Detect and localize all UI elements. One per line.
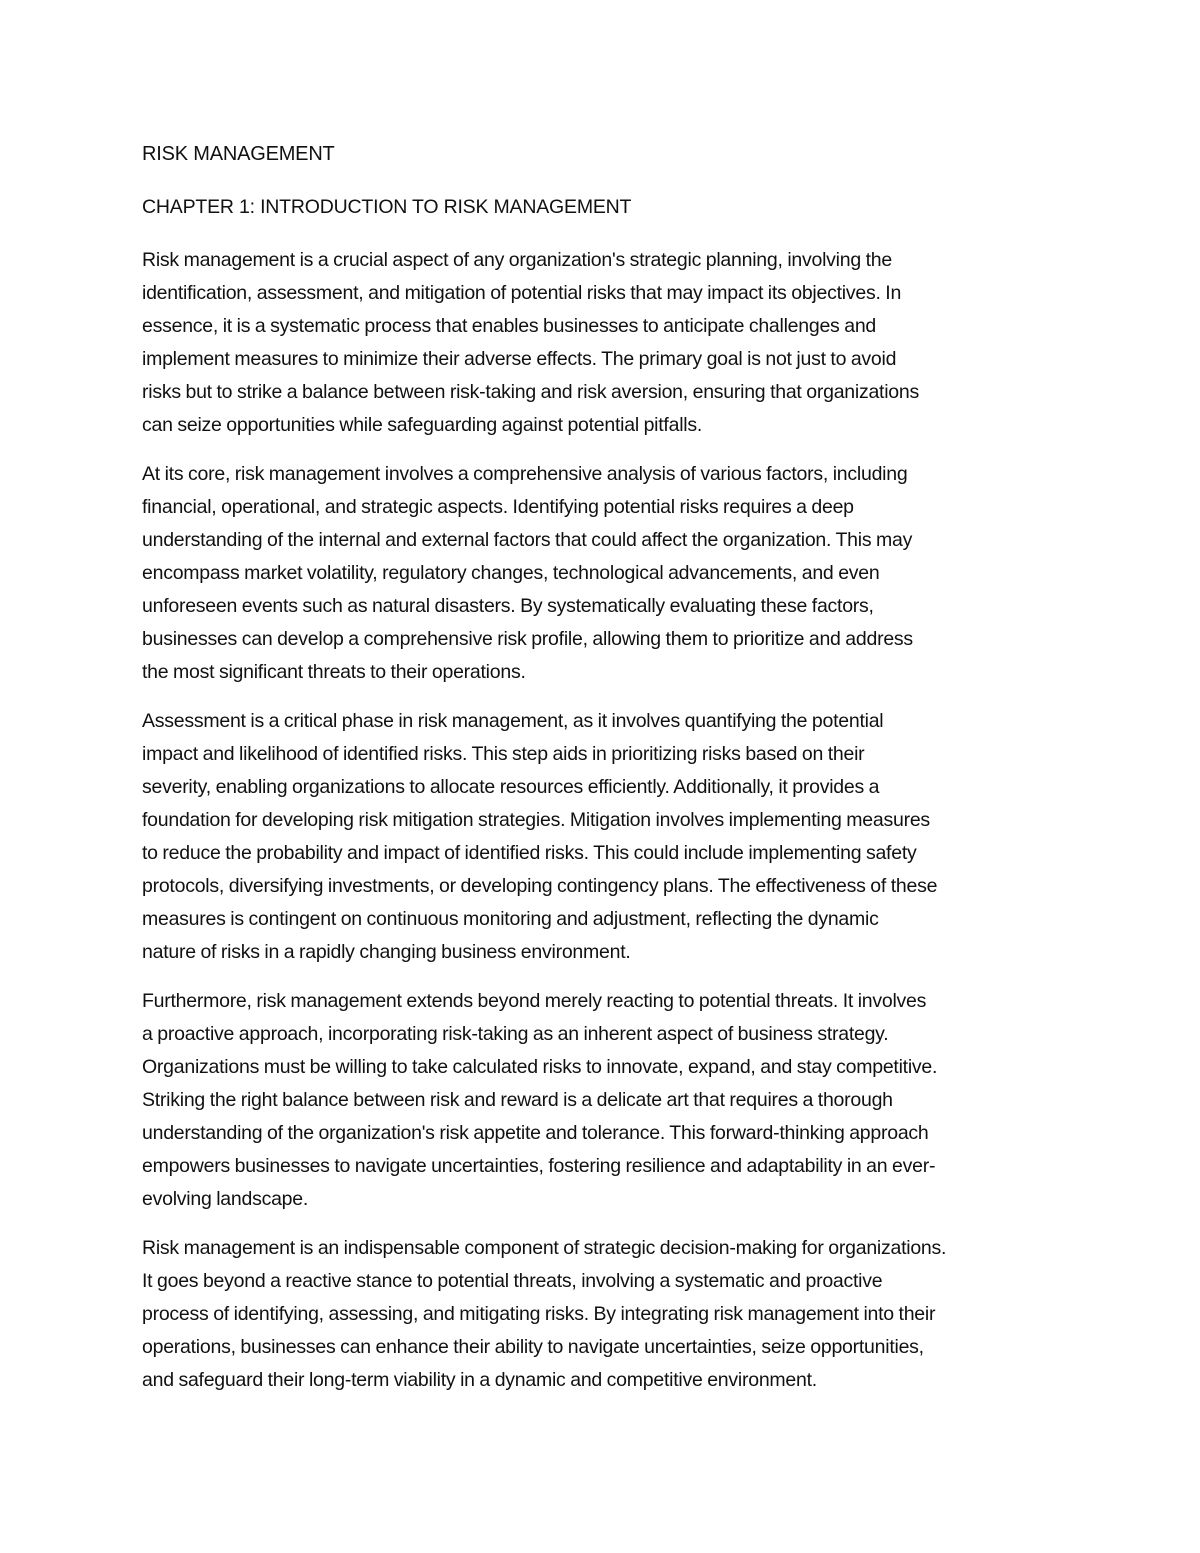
paragraph-line: essence, it is a systematic process that enables businesses to anticipate challenges and bbox=[142, 315, 877, 337]
paragraph-line: and safeguard their long-term viability in a dynamic and competitive environment. bbox=[142, 1369, 817, 1391]
paragraph-5 bbox=[142, 1232, 1062, 1397]
paragraph-line: can seize opportunities while safeguarding against potential pitfalls. bbox=[142, 414, 703, 436]
paragraph-line: nature of risks in a rapidly changing business environment. bbox=[142, 941, 631, 963]
paragraph-line: It goes beyond a reactive stance to potential threats, involving a systematic and proactive bbox=[142, 1270, 883, 1292]
paragraph-line: a proactive approach, incorporating risk-taking as an inherent aspect of business strategy. bbox=[142, 1023, 889, 1045]
paragraph-line: impact and likelihood of identified risks. This step aids in prioritizing risks based on their bbox=[142, 743, 865, 765]
chapter-heading: CHAPTER 1: INTRODUCTION TO RISK MANAGEMENT bbox=[142, 196, 632, 218]
paragraph-3 bbox=[142, 705, 1062, 969]
paragraph-line: financial, operational, and strategic aspects. Identifying potential risks requires a deep bbox=[142, 496, 854, 518]
paragraph-line: identification, assessment, and mitigation of potential risks that may impact its objectives. In bbox=[142, 282, 902, 304]
paragraph-line: foundation for developing risk mitigation strategies. Mitigation involves implementing measures bbox=[142, 809, 930, 831]
paragraph-line: measures is contingent on continuous monitoring and adjustment, reflecting the dynamic bbox=[142, 908, 879, 930]
paragraph-line: operations, businesses can enhance their ability to navigate uncertainties, seize opportunities, bbox=[142, 1336, 924, 1358]
paragraph-line: Risk management is a crucial aspect of any organization's strategic planning, involving the bbox=[142, 249, 892, 271]
paragraph-1 bbox=[142, 244, 1062, 442]
paragraph-line: understanding of the internal and external factors that could affect the organization. This may bbox=[142, 529, 913, 551]
paragraph-line: to reduce the probability and impact of identified risks. This could include implementing safety bbox=[142, 842, 917, 864]
paragraph-line: Striking the right balance between risk and reward is a delicate art that requires a thorough bbox=[142, 1089, 893, 1111]
document-title: RISK MANAGEMENT bbox=[142, 143, 335, 165]
paragraph-line: encompass market volatility, regulatory changes, technological advancements, and even bbox=[142, 562, 880, 584]
paragraph-line: evolving landscape. bbox=[142, 1188, 309, 1210]
paragraph-line: At its core, risk management involves a comprehensive analysis of various factors, including bbox=[142, 463, 908, 485]
paragraph-line: unforeseen events such as natural disasters. By systematically evaluating these factors, bbox=[142, 595, 874, 617]
paragraph-line: Assessment is a critical phase in risk management, as it involves quantifying the potential bbox=[142, 710, 884, 732]
paragraph-line: businesses can develop a comprehensive risk profile, allowing them to prioritize and address bbox=[142, 628, 913, 650]
paragraph-line: protocols, diversifying investments, or developing contingency plans. The effectiveness of these bbox=[142, 875, 938, 897]
paragraph-line: risks but to strike a balance between risk-taking and risk aversion, ensuring that organizations bbox=[142, 381, 919, 403]
document-body bbox=[142, 138, 1062, 1413]
paragraph-line: Risk management is an indispensable component of strategic decision-making for organizations. bbox=[142, 1237, 947, 1259]
paragraph-line: Furthermore, risk management extends beyond merely reacting to potential threats. It involves bbox=[142, 990, 927, 1012]
paragraph-line: severity, enabling organizations to allocate resources efficiently. Additionally, it provides a bbox=[142, 776, 880, 798]
paragraph-line: implement measures to minimize their adverse effects. The primary goal is not just to avoid bbox=[142, 348, 897, 370]
paragraph-line: empowers businesses to navigate uncertainties, fostering resilience and adaptability in an ever- bbox=[142, 1155, 936, 1177]
paragraph-line: Organizations must be willing to take calculated risks to innovate, expand, and stay competitive. bbox=[142, 1056, 938, 1078]
paragraph-line: process of identifying, assessing, and mitigating risks. By integrating risk management into their bbox=[142, 1303, 936, 1325]
paragraph-4 bbox=[142, 985, 1062, 1216]
paragraph-line: the most significant threats to their operations. bbox=[142, 661, 526, 683]
paragraph-line: understanding of the organization's risk appetite and tolerance. This forward-thinking approach bbox=[142, 1122, 929, 1144]
paragraph-2 bbox=[142, 458, 1062, 689]
